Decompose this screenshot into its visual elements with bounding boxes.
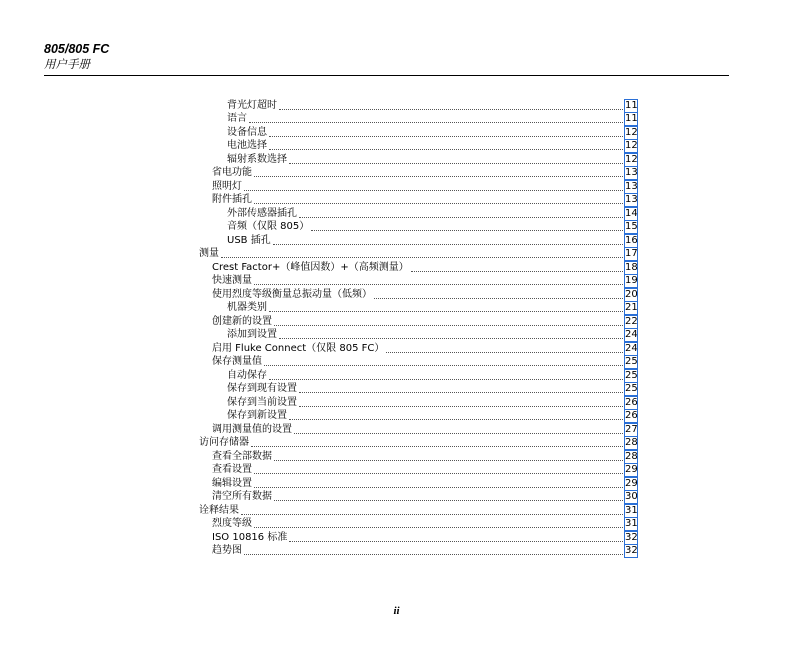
toc-dot-leader: [254, 203, 623, 204]
toc-page-link[interactable]: 26: [625, 410, 638, 421]
toc-entry-title: 启用 Fluke Connect（仅限 805 FC）: [212, 342, 385, 354]
toc-entry-title: 诠释结果: [199, 504, 239, 516]
toc-entry-title: 保存到当前设置: [227, 396, 297, 408]
toc-page-link[interactable]: 22: [625, 315, 638, 327]
toc-page-link[interactable]: 13: [625, 194, 638, 205]
toc-dot-leader: [254, 284, 623, 285]
toc-page-link[interactable]: 28: [625, 450, 638, 462]
toc-dot-leader: [299, 406, 623, 407]
toc-dot-leader: [244, 554, 623, 555]
toc-page-link[interactable]: 16: [625, 234, 638, 246]
toc-dot-leader: [264, 365, 623, 366]
toc-entry[interactable]: [199, 503, 637, 517]
toc-page-link[interactable]: 11: [625, 99, 638, 111]
toc-dot-leader: [274, 325, 623, 326]
toc-entry[interactable]: [212, 166, 637, 180]
toc-entry[interactable]: [212, 449, 637, 463]
toc-page-link[interactable]: 24: [625, 342, 638, 354]
toc-entry[interactable]: [227, 368, 637, 382]
toc-entry-title: 查看设置: [212, 464, 252, 475]
toc-dot-leader: [254, 487, 623, 488]
toc-entry[interactable]: [227, 98, 637, 112]
toc-entry[interactable]: [212, 193, 637, 207]
toc-entry-title: 辐射系数选择: [227, 153, 287, 165]
toc-dot-leader: [249, 122, 623, 123]
toc-dot-leader: [221, 257, 623, 258]
toc-entry-title: ISO 10816 标准: [212, 531, 288, 543]
toc-entry-title: 电池选择: [227, 140, 267, 151]
toc-page-link[interactable]: 19: [625, 275, 638, 286]
toc-entry[interactable]: [227, 152, 637, 166]
header-rule: [44, 75, 729, 76]
toc-page-link[interactable]: 31: [625, 504, 638, 516]
toc-dot-leader: [241, 514, 623, 515]
toc-entry-title: Crest Factor+（峰值因数）+（高频测量）: [212, 261, 409, 273]
toc-entry-title: 音频（仅限 805）: [227, 221, 310, 232]
toc-page-link[interactable]: 13: [625, 167, 638, 178]
toc-dot-leader: [299, 392, 623, 393]
toc-dot-leader: [254, 176, 623, 177]
toc-entry[interactable]: [212, 179, 637, 193]
toc-page-link[interactable]: 32: [625, 545, 638, 556]
toc-entry[interactable]: [212, 355, 637, 369]
toc-page-link[interactable]: 11: [625, 113, 638, 124]
toc-entry-title: 保存测量值: [212, 356, 262, 367]
toc-entry-title: 访问存储器: [199, 437, 249, 448]
toc-entry-title: 测量: [199, 248, 219, 259]
toc-entry-title: 调用测量值的设置: [212, 423, 292, 435]
toc-page-link[interactable]: 17: [625, 248, 638, 259]
toc-entry-title: 自动保存: [227, 369, 267, 381]
toc-entry-title: 使用烈度等级衡量总振动量（低频）: [212, 288, 372, 300]
toc-entry-title: 语言: [227, 113, 247, 124]
toc-entry[interactable]: [227, 409, 637, 423]
footer-page-number: ii: [393, 605, 400, 617]
toc-dot-leader: [273, 244, 623, 245]
toc-entry-title: 机器类别: [227, 302, 267, 313]
toc-dot-leader: [289, 419, 623, 420]
toc-entry[interactable]: [227, 301, 637, 315]
toc-entry[interactable]: [227, 233, 637, 247]
toc-dot-leader: [244, 190, 623, 191]
toc-entry[interactable]: [212, 544, 637, 558]
toc-dot-leader: [279, 338, 623, 339]
toc-entry-title: 保存到新设置: [227, 410, 287, 421]
toc-entry[interactable]: [227, 395, 637, 409]
toc-entry[interactable]: [212, 517, 637, 531]
product-name: 805/805 FC: [44, 42, 110, 56]
toc-entry[interactable]: [212, 476, 637, 490]
toc-dot-leader: [294, 433, 623, 434]
toc-entry-title: 清空所有数据: [212, 491, 272, 502]
toc-entry-title: 附件插孔: [212, 194, 252, 205]
toc-entry[interactable]: [212, 274, 637, 288]
toc-page-link[interactable]: 25: [625, 369, 638, 381]
toc-dot-leader: [274, 500, 623, 501]
toc-dot-leader: [311, 230, 623, 231]
toc-entry[interactable]: [212, 287, 637, 301]
toc-entry-title: 趋势图: [212, 545, 242, 556]
toc-page-link[interactable]: 32: [625, 531, 638, 543]
toc-entry[interactable]: [212, 490, 637, 504]
toc-entry-title: 创建新的设置: [212, 315, 272, 327]
toc-dot-leader: [269, 136, 623, 137]
manual-title: 用户手册: [44, 57, 90, 71]
toc-entry-title: 编辑设置: [212, 477, 252, 489]
toc-page-link[interactable]: 13: [625, 180, 638, 192]
toc-dot-leader: [299, 217, 623, 218]
toc-entry[interactable]: [227, 125, 637, 139]
toc-entry-title: 保存到现有设置: [227, 383, 297, 394]
toc-entry[interactable]: [227, 206, 637, 220]
toc-page-link[interactable]: 18: [625, 261, 638, 273]
toc-dot-leader: [269, 311, 623, 312]
toc-dot-leader: [274, 460, 623, 461]
toc-entry[interactable]: [227, 328, 637, 342]
toc-entry-title: 设备信息: [227, 126, 267, 138]
toc-entry[interactable]: [212, 463, 637, 477]
toc-dot-leader: [386, 352, 623, 353]
toc-entry[interactable]: [212, 341, 637, 355]
toc-entry[interactable]: [199, 247, 637, 261]
toc-page-link[interactable]: 14: [625, 207, 638, 219]
toc-entry[interactable]: [199, 436, 637, 450]
toc-page-link[interactable]: 24: [625, 329, 638, 340]
toc-entry-title: 添加到设置: [227, 329, 277, 340]
toc-entry[interactable]: [227, 112, 637, 126]
toc-entry[interactable]: [212, 314, 637, 328]
toc-dot-leader: [254, 473, 623, 474]
toc-page-link[interactable]: 30: [625, 491, 638, 502]
toc-dot-leader: [279, 109, 623, 110]
toc-dot-leader: [251, 446, 623, 447]
toc-entry-title: 快速测量: [212, 275, 252, 286]
toc-dot-leader: [289, 163, 623, 164]
toc-entry-title: 照明灯: [212, 180, 242, 192]
toc-entry[interactable]: [227, 139, 637, 153]
page-header: [44, 42, 109, 71]
toc-entry-title: USB 插孔: [227, 234, 271, 246]
toc-dot-leader: [374, 298, 623, 299]
toc-page-link[interactable]: 29: [625, 477, 638, 489]
toc-dot-leader: [254, 527, 623, 528]
toc-page-link[interactable]: 27: [625, 423, 638, 435]
toc-entry[interactable]: [212, 422, 637, 436]
toc-page-link[interactable]: 25: [625, 356, 638, 367]
toc-entry[interactable]: [212, 260, 637, 274]
toc-entry-title: 烈度等级: [212, 518, 252, 529]
toc-entry[interactable]: [227, 382, 637, 396]
toc-entry[interactable]: [227, 220, 637, 234]
toc-page-link[interactable]: 29: [625, 464, 638, 475]
toc-dot-leader: [289, 541, 623, 542]
toc-page-link[interactable]: 15: [625, 221, 638, 232]
toc-page-link[interactable]: 21: [625, 302, 638, 313]
toc-page-link[interactable]: 28: [625, 437, 638, 448]
toc-dot-leader: [269, 379, 623, 380]
toc-entry-title: 背光灯超时: [227, 99, 277, 111]
toc-page-link[interactable]: 26: [625, 396, 638, 408]
toc-page-link[interactable]: 12: [625, 153, 638, 165]
toc-entry-title: 查看全部数据: [212, 450, 272, 462]
toc-entry-title: 外部传感器插孔: [227, 207, 297, 219]
toc-dot-leader: [411, 271, 623, 272]
toc-dot-leader: [269, 149, 623, 150]
toc-entry-title: 省电功能: [212, 167, 252, 178]
toc-page-link[interactable]: 25: [625, 383, 638, 394]
toc-page-link[interactable]: 31: [625, 518, 638, 529]
toc-page-link[interactable]: 12: [625, 126, 638, 138]
toc-page-link[interactable]: 12: [625, 140, 638, 151]
toc-entry[interactable]: [212, 530, 637, 544]
toc-page-link[interactable]: 20: [625, 288, 638, 300]
